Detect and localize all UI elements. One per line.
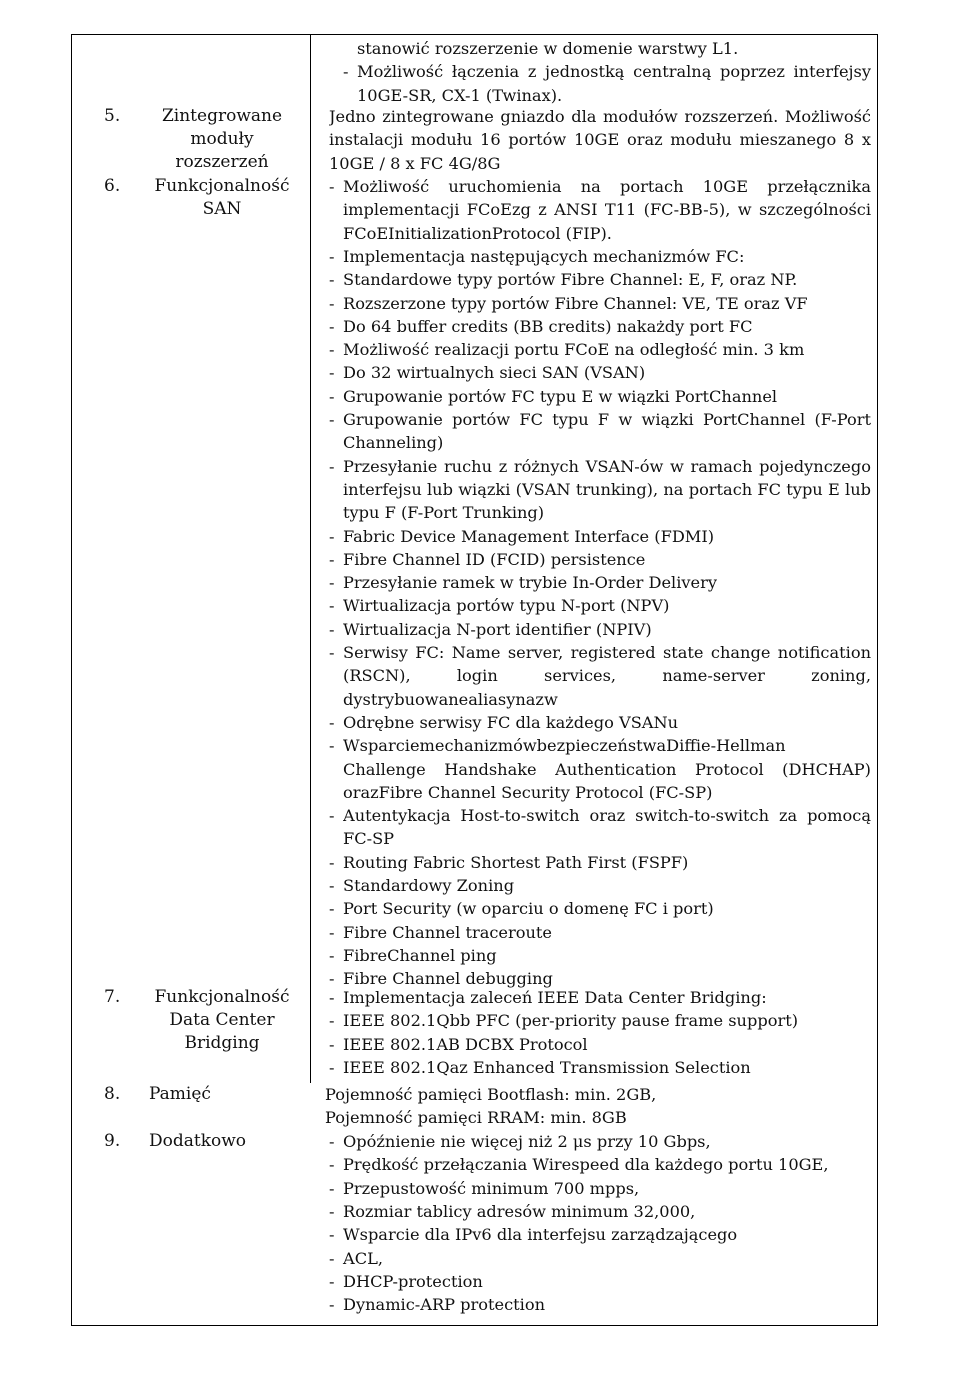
bullet-dash: -	[329, 736, 335, 756]
bullet-dash: -	[329, 340, 335, 360]
table-border-left	[71, 34, 72, 1326]
bullet-dash: -	[329, 526, 335, 546]
bullet-dash: -	[329, 619, 335, 639]
bullet-item-text: Grupowanie portów FC typu E w wiązki PortChannel	[343, 386, 778, 406]
bullet-dash: -	[329, 969, 335, 989]
bullet-dash: -	[329, 712, 335, 732]
bullet-dash: -	[329, 293, 335, 313]
bullet-dash: -	[329, 988, 335, 1007]
item-text: interfejsu lub wiązki (VSAN trunking), na portach FC typu E lub	[343, 479, 871, 499]
bullet-item-text: ACL,	[343, 1248, 383, 1268]
item-text: Pojemność pamięci RRAM: min. 8GB	[325, 1108, 627, 1128]
bullet-item-text: Serwisy FC: Name server, registered state change notification	[343, 643, 871, 662]
bullet-dash: -	[329, 177, 335, 196]
bullet-item-text: Rozszerzone typy portów Fibre Channel: VE, TE oraz VF	[343, 293, 808, 313]
bullet-item-text: Rozmiar tablicy adresów minimum 32,000,	[343, 1201, 696, 1221]
bullet-item-text: Standardowy Zoning	[343, 876, 515, 895]
bullet-dash: -	[329, 1132, 335, 1151]
bullet-item-text: Przesyłanie ruchu z różnych VSAN-ów w ramach pojedynczego	[343, 456, 871, 476]
bullet-item-text: Do 32 wirtualnych sieci SAN (VSAN)	[343, 363, 646, 383]
row-number: 6.	[104, 176, 121, 196]
bullet-item-text: WsparciemechanizmówbezpieczeństwaDiffie-Hellman	[343, 736, 786, 756]
item-text: Channeling)	[343, 433, 444, 453]
bullet-dash: -	[329, 1057, 335, 1077]
row-number: 5.	[104, 106, 121, 126]
bullet-dash: -	[329, 806, 335, 826]
bullet-dash: -	[329, 1201, 335, 1221]
bullet-item-text: IEEE 802.1AB DCBX Protocol	[343, 1034, 588, 1054]
item-text: orazFibre Channel Security Protocol (FC-SP)	[343, 782, 713, 802]
bullet-dash: -	[329, 1178, 335, 1198]
item-text: dystrybuowanealiasynazw	[343, 689, 558, 709]
bullet-dash: -	[329, 386, 335, 406]
item-text: FC-SP	[343, 829, 395, 849]
bullet-item-text: Fibre Channel debugging	[343, 969, 553, 989]
bullet-item-text: Do 64 buffer credits (BB credits) nakażdy port FC	[343, 316, 753, 336]
table-border-right	[877, 34, 878, 1326]
row-label-line: SAN	[202, 199, 242, 219]
row-number: 8.	[104, 1084, 121, 1104]
row-label-line: Pamięć	[149, 1084, 211, 1104]
item-text: instalacji modułu 16 portów 10GE oraz modułu mieszanego 8 x	[329, 130, 871, 150]
item-text: Jedno zintegrowane gniazdo dla modułów rozszerzeń. Możliwość	[329, 107, 871, 126]
bullet-dash: -	[329, 410, 335, 429]
bullet-item-text: Implementacja następujących mechanizmów FC:	[343, 246, 745, 266]
table-border-top	[71, 34, 878, 35]
bullet-dash: -	[329, 1225, 335, 1245]
bullet-dash: -	[329, 643, 335, 662]
bullet-dash: -	[329, 899, 335, 919]
bullet-item-text: Fabric Device Management Interface (FDMI)	[343, 526, 715, 546]
item-text: 10GE-SR, CX-1 (Twinax).	[357, 85, 563, 105]
bullet-item-text: Wirtualizacja portów typu N-port (NPV)	[343, 596, 670, 616]
bullet-item-text: Odrębne serwisy FC dla każdego VSANu	[343, 712, 679, 732]
bullet-item-text: DHCP-protection	[343, 1271, 483, 1291]
table-border-bottom	[71, 1325, 878, 1326]
item-text: stanowić rozszerzenie w domenie warstwy L1.	[357, 39, 739, 58]
bullet-item-text: Przesyłanie ramek w trybie In-Order Delivery	[343, 573, 717, 593]
bullet-item-text: IEEE 802.1Qbb PFC (per-priority pause frame support)	[343, 1011, 799, 1031]
bullet-dash: -	[329, 246, 335, 266]
bullet-item-text: Dynamic-ARP protection	[343, 1295, 546, 1315]
bullet-item-text: Opóźnienie nie więcej niż 2 μs przy 10 Gbps,	[343, 1132, 711, 1151]
bullet-item-text: Standardowe typy portów Fibre Channel: E, F, oraz NP.	[343, 270, 798, 290]
bullet-item-text: Implementacja zaleceń IEEE Data Center Bridging:	[343, 988, 767, 1007]
row-label-line: rozszerzeń	[175, 152, 269, 172]
bullet-dash: -	[329, 1248, 335, 1268]
row-label-line: Funkcjonalność	[154, 176, 290, 196]
bullet-dash: -	[329, 1011, 335, 1031]
item-text: Pojemność pamięci Bootflash: min. 2GB,	[325, 1085, 657, 1104]
row-label-line: Bridging	[184, 1033, 260, 1053]
bullet-dash: -	[329, 1295, 335, 1315]
bullet-dash: -	[329, 945, 335, 965]
bullet-item-text: Grupowanie portów FC typu F w wiązki PortChannel (F-Port	[343, 410, 871, 429]
column-divider	[310, 34, 311, 1083]
bullet-item-text: Możliwość łączenia z jednostką centralną poprzez interfejsy	[357, 62, 871, 82]
bullet-dash: -	[329, 1155, 335, 1175]
bullet-item-text: Wsparcie dla IPv6 dla interfejsu zarządzającego	[343, 1225, 738, 1245]
bullet-dash: -	[329, 852, 335, 872]
bullet-dash: -	[329, 1034, 335, 1054]
bullet-item-text: Autentykacja Host-to-switch oraz switch-to-switch za pomocą	[343, 806, 871, 826]
bullet-dash: -	[329, 316, 335, 336]
item-text: 10GE / 8 x FC 4G/8G	[329, 153, 501, 173]
row-number: 7.	[104, 987, 121, 1007]
bullet-item-text: Routing Fabric Shortest Path First (FSPF)	[343, 852, 689, 872]
row-label-line: moduły	[190, 129, 254, 149]
bullet-item-text: IEEE 802.1Qaz Enhanced Transmission Selection	[343, 1057, 751, 1077]
bullet-item-text: Wirtualizacja N-port identifier (NPIV)	[343, 619, 652, 639]
item-text: implementacji FCoEzg z ANSI T11 (FC-BB-5), w szczególności	[343, 200, 871, 220]
bullet-dash: -	[329, 456, 335, 476]
row-label-line: Dodatkowo	[149, 1131, 247, 1151]
bullet-dash: -	[329, 549, 335, 569]
bullet-dash: -	[329, 596, 335, 616]
row-label-line: Data Center	[169, 1010, 275, 1030]
bullet-item-text: Fibre Channel traceroute	[343, 922, 552, 942]
bullet-dash: -	[329, 1271, 335, 1291]
bullet-dash: -	[329, 876, 335, 895]
bullet-dash: -	[343, 62, 349, 82]
bullet-item-text: Fibre Channel ID (FCID) persistence	[343, 549, 646, 569]
bullet-dash: -	[329, 270, 335, 290]
bullet-item-text: Prędkość przełączania Wirespeed dla każdego portu 10GE,	[343, 1155, 829, 1175]
bullet-dash: -	[329, 573, 335, 593]
item-text: FCoEInitializationProtocol (FIP).	[343, 223, 612, 243]
item-text: (RSCN), login services, name-server zoning,	[343, 666, 871, 686]
bullet-item-text: Możliwość uruchomienia na portach 10GE przełącznika	[343, 177, 871, 196]
bullet-item-text: Przepustowość minimum 700 mpps,	[343, 1178, 640, 1198]
row-label-line: Funkcjonalność	[154, 987, 290, 1007]
specification-table	[71, 34, 878, 1326]
item-text: Challenge Handshake Authentication Protocol (DHCHAP)	[343, 759, 871, 779]
row-number: 9.	[104, 1131, 121, 1151]
bullet-item-text: Port Security (w oparciu o domenę FC i port)	[343, 899, 714, 919]
bullet-dash: -	[329, 922, 335, 942]
bullet-item-text: Możliwość realizacji portu FCoE na odległość min. 3 km	[343, 340, 805, 360]
row-label-line: Zintegrowane	[161, 106, 283, 126]
bullet-dash: -	[329, 363, 335, 383]
item-text: typu F (F-Port Trunking)	[343, 503, 545, 523]
bullet-item-text: FibreChannel ping	[343, 945, 497, 965]
